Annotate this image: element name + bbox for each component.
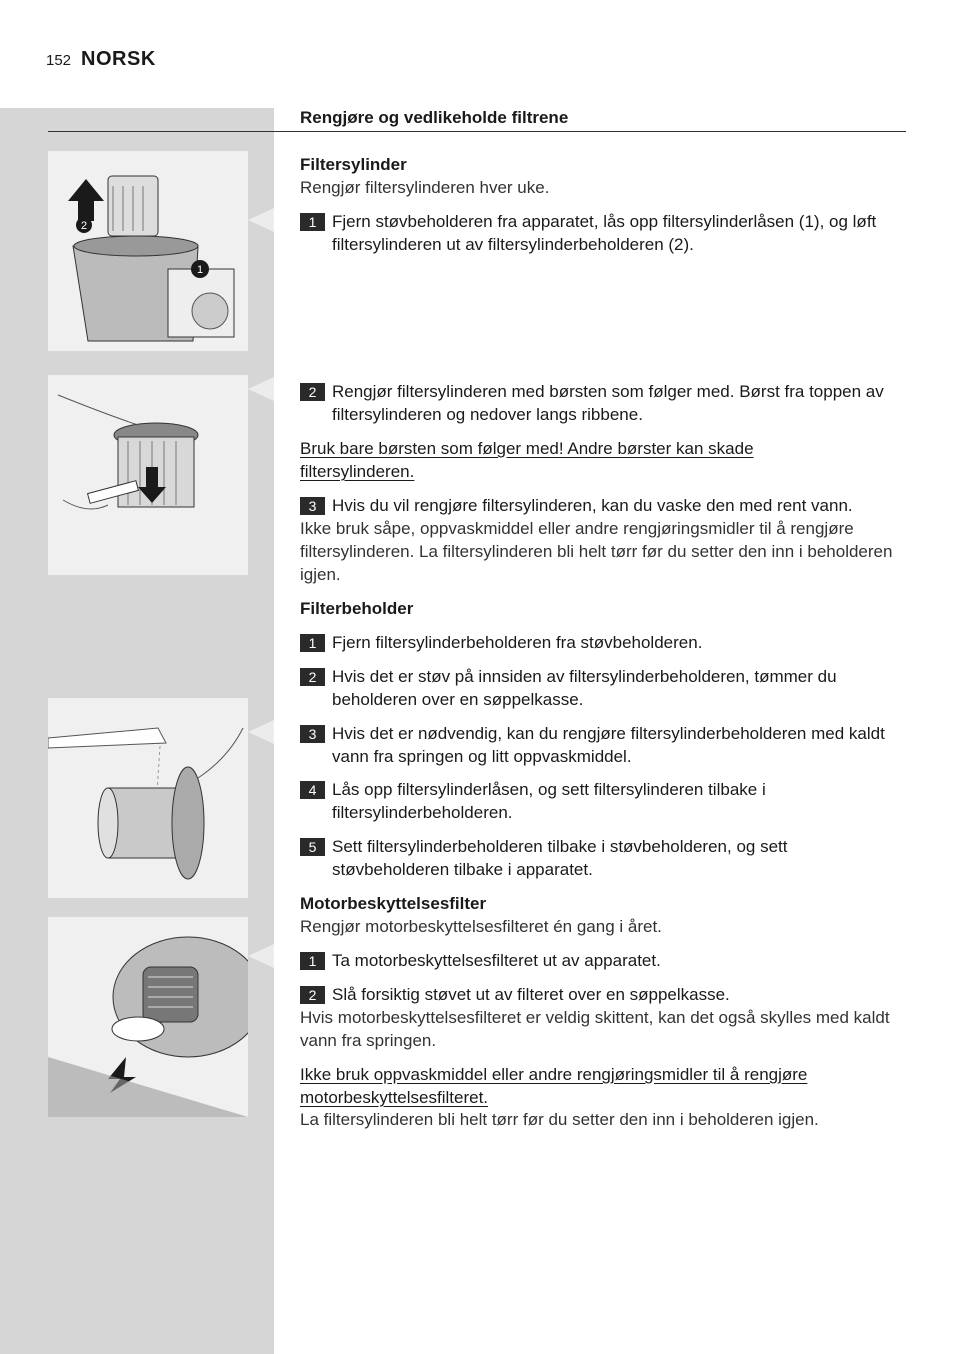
step-item — [300, 835, 906, 881]
wash-note: Ikke bruk såpe, oppvaskmiddel eller andre rengjøringsmidler til å rengjøre filtersylinderen. La filtersylinderen bli helt tørr før du setter den inn i beholderen igjen. — [300, 519, 893, 584]
figure-pointer — [248, 377, 274, 401]
header-rule — [48, 131, 906, 132]
motor-filter-icon — [48, 917, 248, 1117]
step-item — [300, 631, 906, 654]
filter-removal-icon — [48, 151, 248, 351]
step-number: 2 — [300, 986, 325, 1004]
step-text: Ta motorbeskyttelsesfilteret ut av apparatet. — [332, 951, 661, 970]
step-text: Lås opp filtersylinderlåsen, og sett filtersylinderen tilbake i filtersylinderbeholderen. — [332, 780, 766, 822]
motorfilter-heading: Motorbeskyttelsesfilter — [300, 894, 487, 913]
step-text: Hvis det er støv på innsiden av filtersylinderbeholderen, tømmer du beholderen over en søppelkasse. — [332, 667, 837, 709]
filter-holder-rinse-icon — [48, 698, 248, 898]
section-title: Rengjøre og vedlikeholde filtrene — [300, 108, 569, 127]
step-number: 1 — [300, 213, 325, 231]
step-text: Rengjør filtersylinderen med børsten som følger med. Børst fra toppen av filtersylinderen og nedover langs ribbene. — [332, 382, 884, 424]
step-number: 2 — [300, 668, 325, 686]
step-text: Sett filtersylinderbeholderen tilbake i støvbeholderen, og sett støvbeholderen tilbake i apparatet. — [332, 837, 788, 879]
step-text: Hvis det er nødvendig, kan du rengjøre filtersylinderbeholderen med kaldt vann fra springen og litt oppvaskmiddel. — [332, 724, 885, 766]
motorfilter-section — [300, 892, 906, 938]
step-item — [300, 380, 906, 426]
svg-text:2: 2 — [80, 220, 88, 232]
step-text: Fjern filtersylinderbeholderen fra støvbeholderen. — [332, 633, 703, 652]
step-item — [300, 983, 906, 1006]
filtersylinder-section — [300, 153, 906, 199]
step-text: Hvis du vil rengjøre filtersylinderen, kan du vaske den med rent vann. — [332, 496, 853, 515]
step-item — [300, 210, 906, 256]
motorfilter-note: Hvis motorbeskyttelsesfilteret er veldig skittent, kan det også skylles med kaldt vann fra springen. — [300, 1008, 890, 1050]
svg-text:1: 1 — [196, 264, 204, 276]
figure-pointer — [248, 720, 274, 744]
page-number: 152 — [46, 52, 72, 69]
step-number: 1 — [300, 952, 325, 970]
filtersylinder-heading: Filtersylinder — [300, 155, 407, 174]
dry-note: La filtersylinderen bli helt tørr før du setter den inn i beholderen igjen. — [300, 1110, 819, 1129]
page-header — [46, 48, 156, 71]
language-label: NORSK — [81, 48, 156, 70]
detergent-warning: Ikke bruk oppvaskmiddel eller andre rengjøringsmidler til å rengjøre motorbeskyttelsesfilteret. — [300, 1065, 808, 1107]
filterbeholder-heading: Filterbeholder — [300, 599, 414, 618]
motorfilter-intro: Rengjør motorbeskyttelsesfilteret én gang i året. — [300, 917, 662, 936]
figure-pointer — [248, 944, 274, 968]
step-text: Fjern støvbeholderen fra apparatet, lås opp filtersylinderlåsen (1), og løft filtersylinderen ut av filtersylinderbeholderen (2). — [332, 212, 877, 254]
step-number: 3 — [300, 497, 325, 515]
figure-pointer — [248, 208, 274, 232]
brush-warning: Bruk bare børsten som følger med! Andre børster kan skade filtersylinderen. — [300, 439, 754, 481]
step-text: Slå forsiktig støvet ut av filteret over en søppelkasse. — [332, 985, 730, 1004]
filtersylinder-intro: Rengjør filtersylinderen hver uke. — [300, 178, 550, 197]
step-number: 3 — [300, 725, 325, 743]
step-item — [300, 722, 906, 768]
step-item — [300, 494, 906, 517]
step-item — [300, 949, 906, 972]
step-item — [300, 665, 906, 711]
step-number: 2 — [300, 383, 325, 401]
step-number: 5 — [300, 838, 325, 856]
filter-brush-icon — [48, 375, 248, 575]
step-number: 1 — [300, 634, 325, 652]
step-item — [300, 778, 906, 824]
step-number: 4 — [300, 781, 325, 799]
